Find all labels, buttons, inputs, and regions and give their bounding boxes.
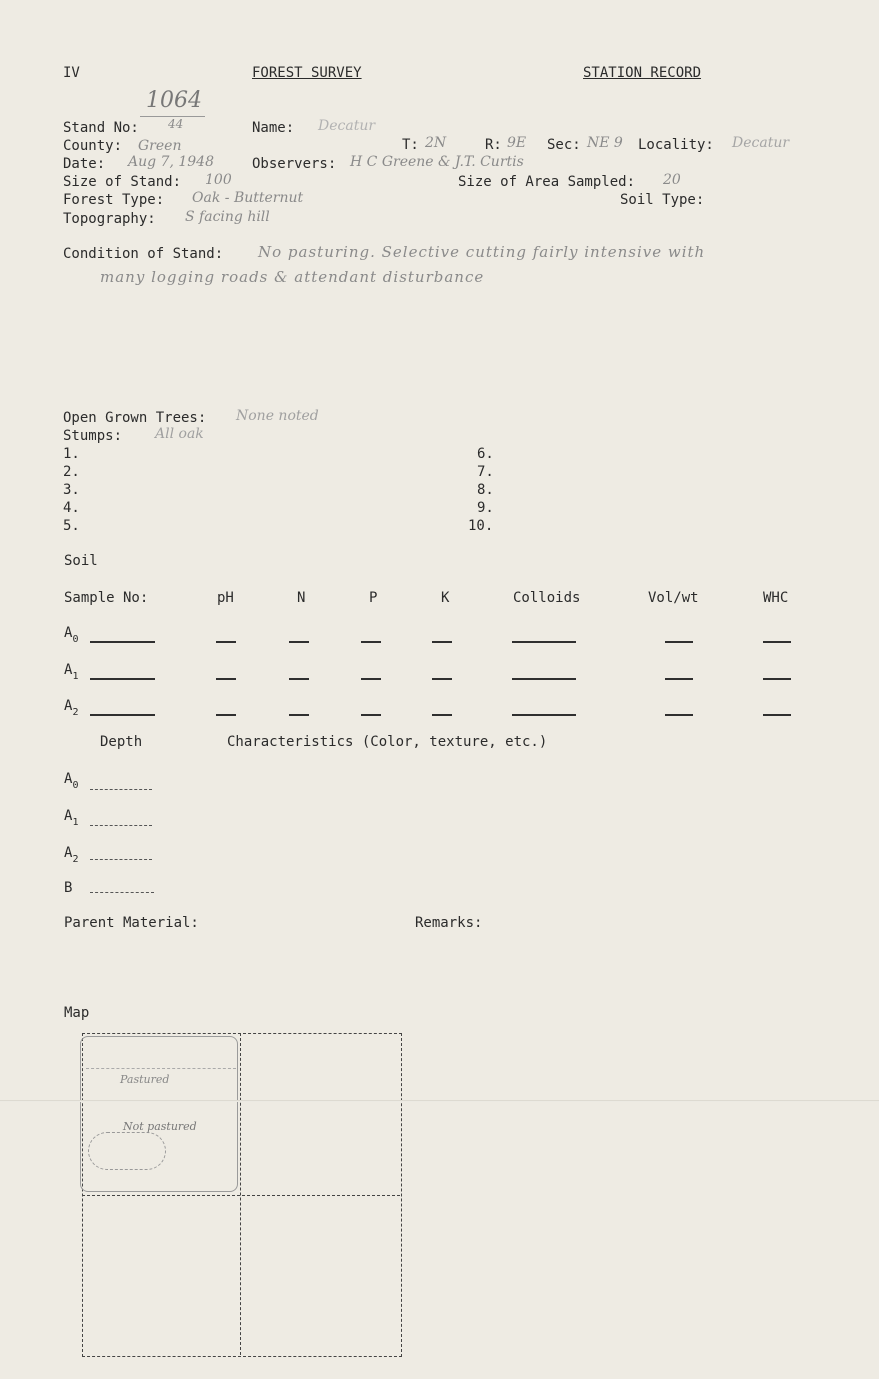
- observers-label: Observers:: [252, 156, 337, 172]
- column-header: Colloids: [513, 590, 581, 606]
- blank-entry-line: [763, 641, 791, 643]
- column-header: pH: [217, 590, 234, 606]
- blank-entry-line: [216, 714, 236, 716]
- township-label: T:: [402, 137, 419, 153]
- remarks-label: Remarks:: [415, 915, 483, 931]
- section-number: IV: [63, 65, 80, 81]
- map-horizontal-divider: [82, 1195, 400, 1197]
- blank-entry-line: [512, 714, 576, 716]
- area-sampled-label: Size of Area Sampled:: [458, 174, 636, 190]
- condition-line-1: No pasturing. Selective cutting fairly intensive with: [258, 243, 706, 261]
- blank-entry-line: [763, 714, 791, 716]
- blank-entry-line: [90, 678, 155, 680]
- condition-line-2: many logging roads & attendant disturbance: [100, 268, 485, 286]
- blank-entry-line: [361, 714, 381, 716]
- blank-entry-line: [289, 678, 309, 680]
- stand-no-underline: [140, 116, 205, 117]
- blank-entry-line: [665, 678, 693, 680]
- form-title: FOREST SURVEY: [252, 65, 362, 81]
- blank-entry-line: [90, 641, 155, 643]
- depth-label: Depth: [100, 734, 143, 750]
- blank-entry-line: [432, 678, 452, 680]
- section-value: NE 9: [587, 135, 623, 151]
- column-header: Sample No:: [64, 590, 149, 606]
- blank-entry-line: [361, 678, 381, 680]
- map-not-pastured-label: Not pastured: [123, 1120, 197, 1133]
- size-of-stand-value: 100: [205, 172, 232, 188]
- observers-value: H C Greene & J.T. Curtis: [350, 154, 524, 170]
- condition-label: Condition of Stand:: [63, 246, 224, 262]
- range-value: 9E: [507, 135, 527, 151]
- name-label: Name:: [252, 120, 295, 136]
- blank-entry-line: [432, 714, 452, 716]
- parent-material-label: Parent Material:: [64, 915, 199, 931]
- range-label: R:: [485, 137, 502, 153]
- depth-line: [90, 825, 152, 827]
- sample-label: $A_1$: [64, 662, 79, 682]
- column-header: WHC: [763, 590, 789, 606]
- list-item: 7.: [477, 464, 494, 480]
- list-item: 3.: [63, 482, 80, 498]
- blank-entry-line: [763, 678, 791, 680]
- map-label: Map: [64, 1005, 90, 1021]
- horizon-label: $A_0$: [64, 771, 79, 791]
- blank-entry-line: [289, 714, 309, 716]
- blank-entry-line: [512, 678, 576, 680]
- open-trees-value: None noted: [236, 408, 319, 424]
- characteristics-label: Characteristics (Color, texture, etc.): [227, 734, 548, 750]
- sample-label: $A_0$: [64, 625, 79, 645]
- depth-line: [90, 789, 152, 791]
- blank-entry-line: [289, 641, 309, 643]
- soil-type-label: Soil Type:: [620, 192, 705, 208]
- list-item: 8.: [477, 482, 494, 498]
- section-label: Sec:: [547, 137, 581, 153]
- blank-entry-line: [216, 678, 236, 680]
- list-item: 10.: [468, 518, 494, 534]
- blank-entry-line: [361, 641, 381, 643]
- blank-entry-line: [665, 641, 693, 643]
- blank-entry-line: [512, 641, 576, 643]
- size-of-stand-label: Size of Stand:: [63, 174, 182, 190]
- list-item: 5.: [63, 518, 80, 534]
- locality-label: Locality:: [638, 137, 714, 153]
- date-label: Date:: [63, 156, 106, 172]
- column-header: P: [369, 590, 378, 606]
- township-value: 2N: [425, 135, 447, 151]
- blank-entry-line: [90, 714, 155, 716]
- paper-fold: [0, 1100, 879, 1102]
- county-label: County:: [63, 138, 123, 154]
- forest-type-label: Forest Type:: [63, 192, 165, 208]
- record-title: STATION RECORD: [583, 65, 702, 81]
- locality-value: Decatur: [732, 135, 790, 151]
- open-trees-label: Open Grown Trees:: [63, 410, 207, 426]
- area-sampled-value: 20: [663, 172, 681, 188]
- sample-label: $A_2$: [64, 698, 79, 718]
- blank-entry-line: [432, 641, 452, 643]
- topography-label: Topography:: [63, 211, 156, 227]
- list-item: 9.: [477, 500, 494, 516]
- topography-value: S facing hill: [185, 209, 270, 225]
- stumps-value: All oak: [155, 426, 204, 442]
- county-value: Green: [138, 138, 182, 154]
- map-vertical-divider: [240, 1033, 242, 1355]
- blank-entry-line: [665, 714, 693, 716]
- column-header: N: [297, 590, 306, 606]
- forest-type-value: Oak - Butternut: [192, 190, 304, 206]
- blank-entry-line: [216, 641, 236, 643]
- stand-no-label: Stand No:: [63, 120, 139, 136]
- column-header: K: [441, 590, 450, 606]
- list-item: 6.: [477, 446, 494, 462]
- stand-no-value: 44: [168, 117, 184, 131]
- soil-title: Soil: [64, 553, 98, 569]
- name-value: Decatur: [318, 118, 376, 134]
- stumps-label: Stumps:: [63, 428, 123, 444]
- list-item: 4.: [63, 500, 80, 516]
- list-item: 1.: [63, 446, 80, 462]
- list-item: 2.: [63, 464, 80, 480]
- map-sketch-area: [88, 1132, 166, 1170]
- column-header: Vol/wt: [648, 590, 699, 606]
- horizon-label: $A_1$: [64, 808, 79, 828]
- depth-line: [90, 859, 152, 861]
- map-pastured-label: Pastured: [120, 1073, 170, 1086]
- handwritten-stand-number: 1064: [146, 88, 202, 113]
- depth-line: [90, 892, 154, 894]
- horizon-label: $A_2$: [64, 845, 79, 865]
- horizon-label: B: [64, 880, 73, 896]
- date-value: Aug 7, 1948: [128, 154, 214, 170]
